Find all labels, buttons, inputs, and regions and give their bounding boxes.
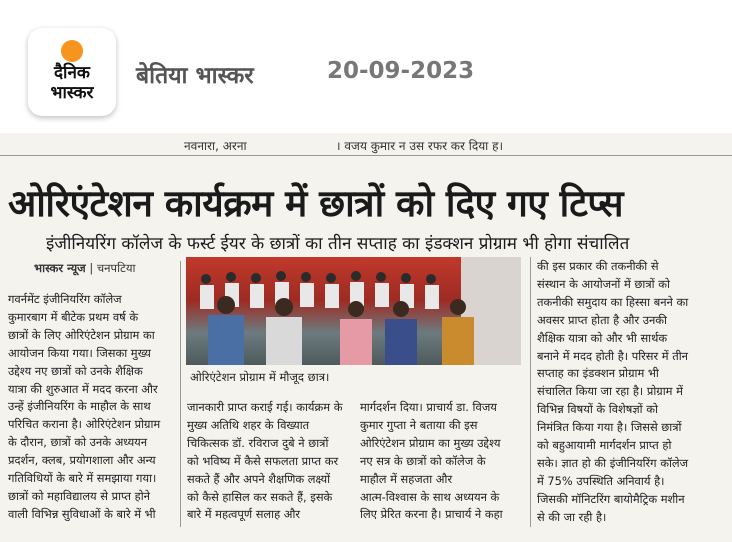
article-column-3: [360, 399, 523, 524]
text-line: जानकारी प्राप्त कराई गई। कार्यक्रम के: [187, 400, 343, 414]
byline: भास्कर न्यूज | चनपटिया: [34, 261, 136, 275]
article-subheadline: इंजीनियरिंग कॉलेज के फर्स्ट ईयर के छात्रों का तीन सप्ताह का इंडक्शन प्रोग्राम भी होगा संचालित: [46, 234, 630, 254]
text-line: गवर्नमेंट इंजीनियरिंग कॉलेज: [8, 292, 122, 306]
publication-name: बेतिया भास्कर: [136, 63, 254, 89]
article-photo: [186, 257, 521, 365]
text-line: सके। ज्ञात हो की इंजीनियरिंग कॉलेज: [537, 455, 689, 470]
text-line: ओरिएंटेशन प्रोग्राम का मुख्य उद्देश्य: [360, 435, 501, 450]
text-line: चिकित्सक डॉ. रविराज दुबे ने छात्रों: [187, 435, 329, 450]
text-line: गतिविधियों के बारे में समझाया गया।: [8, 471, 157, 486]
text-line: संचालित किया जा रहा है। प्रोग्राम में: [537, 384, 683, 399]
text-line: उद्देश्य नए छात्रों को उनके शैक्षिक: [8, 363, 143, 378]
text-line: यात्रा की शुरुआत में मदद करना और: [8, 381, 158, 396]
text-line: माहौल में सहजता और: [360, 471, 453, 486]
newspaper-clipping: [0, 133, 732, 542]
text-line: विभिन्न विषयों के विशेषज्ञों को: [537, 402, 658, 417]
text-line: उन्हें इंजीनियरिंग के माहौल के साथ: [8, 399, 151, 414]
text-line: आयोजन किया गया। जिसका मुख्य: [8, 345, 151, 360]
logo-text-line2: भास्कर: [50, 83, 94, 103]
text-line: को बहुआयामी मार्गदर्शन प्राप्त हो: [537, 438, 672, 453]
dainik-bhaskar-logo: [28, 28, 116, 116]
text-line: सप्ताह का इंडक्शन प्रोग्राम भी: [537, 366, 659, 381]
text-line: तकनीकी समुदाय का हिस्सा बनने का: [537, 294, 689, 309]
text-line: से की जा रही है।: [537, 509, 607, 524]
text-line: परिचित कराना है। ओरिएंटेशन प्रोग्राम: [8, 417, 161, 432]
text-line: जिसकी मॉनिटरिंग बायोमैट्रिक मशीन: [537, 491, 685, 506]
text-line: लिए प्रेरित करना है। प्राचार्य ने कहा: [360, 507, 503, 522]
text-line: आत्म-विश्वास के साथ अध्ययन के: [360, 489, 500, 504]
column-divider: [180, 261, 181, 527]
text-line: कुमारबाग में बीटेक प्रथम वर्ष के: [8, 309, 139, 324]
article-column-2: [187, 399, 350, 524]
photo-people-graphic: [186, 257, 521, 365]
text-line: में 75% उपस्थिति अनिवार्य है।: [537, 473, 665, 488]
text-line: निमंत्रित किया गया है। जिससे छात्रों: [537, 420, 682, 435]
byline-source: भास्कर न्यूज: [34, 261, 86, 275]
article-headline: ओरिएंटेशन कार्यक्रम में छात्रों को दिए गए टिप्स: [8, 182, 624, 225]
divider: [0, 155, 732, 156]
text-line: छात्रों के लिए ओरिएंटेशन प्रोग्राम का: [8, 327, 155, 342]
byline-place: चनपटिया: [96, 261, 136, 275]
publication-date: 20-09-2023: [327, 58, 475, 84]
top-cut-fragment-right: । वजय कुमार न उस रफर कर दिया ह।: [336, 139, 504, 153]
text-line: की इस प्रकार की तकनीकी से: [537, 259, 659, 273]
top-cut-fragment-left: नवनारा, अरना: [184, 139, 247, 153]
column-divider: [530, 257, 531, 527]
photo-caption: ओरिएंटेशन प्रोग्राम में मौजूद छात्र।: [190, 370, 330, 384]
text-line: के दौरान, छात्रों को उनके अध्ययन: [8, 435, 148, 450]
text-line: मार्गदर्शन दिया। प्राचार्य डा. विजय: [360, 400, 497, 414]
text-line: बनाने में मदद होती है। परिसर में तीन: [537, 348, 688, 363]
text-line: को भविष्य में कैसे सफलता प्राप्त कर: [187, 453, 339, 468]
text-line: नए सत्र के छात्रों को कॉलेज के: [360, 453, 486, 468]
article-column-4: [537, 258, 700, 527]
text-line: वाली विभिन्न सुविधाओं के बारे में भी: [8, 506, 156, 521]
text-line: शैक्षिक यात्रा को और भी सार्थक: [537, 330, 668, 345]
sun-icon: [61, 40, 83, 62]
text-line: प्रदर्शन, क्लब, प्रयोगशाला और अन्य: [8, 453, 156, 468]
logo-text-line1: दैनिक: [54, 63, 90, 83]
text-line: मुख्य अतिथि शहर के विख्यात: [187, 417, 310, 432]
text-line: बारे में महत्वपूर्ण सलाह और: [187, 507, 301, 522]
text-line: को कैसे हासिल कर सकते हैं, इसके: [187, 489, 333, 504]
text-line: छात्रों को महाविद्यालय से प्राप्त होने: [8, 488, 150, 503]
text-line: संस्थान के आयोजनों में छात्रों को: [537, 276, 670, 291]
article-column-1: [8, 291, 172, 524]
text-line: अवसर प्राप्त होता है और उनकी: [537, 312, 667, 327]
text-line: सकते हैं और अपने शैक्षणिक लक्ष्यों: [187, 471, 331, 486]
text-line: कुमार गुप्ता ने बताया की इस: [360, 417, 478, 432]
